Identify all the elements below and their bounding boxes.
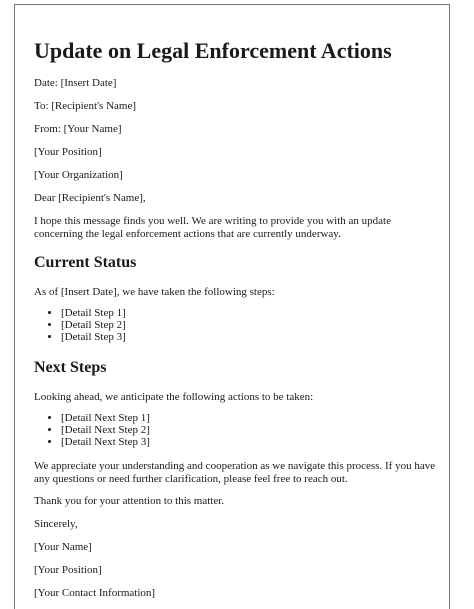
position-line: [Your Position]	[34, 146, 102, 158]
signature-contact: [Your Contact Information]	[34, 587, 156, 599]
list-item: • [Detail Next Step 1]	[61, 412, 150, 424]
date-line: Date: [Insert Date]	[34, 77, 117, 89]
closing-line: Sincerely,	[34, 518, 78, 530]
thanks-line: Thank you for your attention to this matter.	[34, 495, 225, 507]
current-status-heading: Current Status	[34, 254, 137, 271]
salutation: Dear [Recipient's Name],	[34, 192, 146, 204]
list-item: • [Detail Next Step 2]	[61, 424, 150, 436]
organization-line: [Your Organization]	[34, 169, 123, 181]
next-steps-lead: Looking ahead, we anticipate the following actions to be taken:	[34, 391, 314, 403]
signature-position: [Your Position]	[34, 564, 102, 576]
from-line: From: [Your Name]	[34, 123, 122, 135]
intro-paragraph: I hope this message finds you well. We are writing to provide you with an update concerning the legal enforcement actions that are currently underway.	[34, 215, 391, 240]
list-item: • [Detail Step 1]	[61, 307, 126, 319]
current-status-list	[34, 307, 126, 343]
list-item: • [Detail Next Step 3]	[61, 436, 150, 448]
list-item: • [Detail Step 3]	[61, 331, 126, 343]
appreciation-paragraph: We appreciate your understanding and cooperation as we navigate this process. If you have any questions or need further clarification, please feel free to reach out.	[34, 460, 436, 485]
current-status-lead: As of [Insert Date], we have taken the following steps:	[34, 286, 275, 298]
next-steps-list	[34, 412, 150, 448]
list-item: • [Detail Step 2]	[61, 319, 126, 331]
to-line: To: [Recipient's Name]	[34, 100, 137, 112]
letter-page	[14, 4, 450, 609]
next-steps-heading: Next Steps	[34, 359, 107, 376]
signature-name: [Your Name]	[34, 541, 92, 553]
document-title: Update on Legal Enforcement Actions	[34, 38, 392, 63]
